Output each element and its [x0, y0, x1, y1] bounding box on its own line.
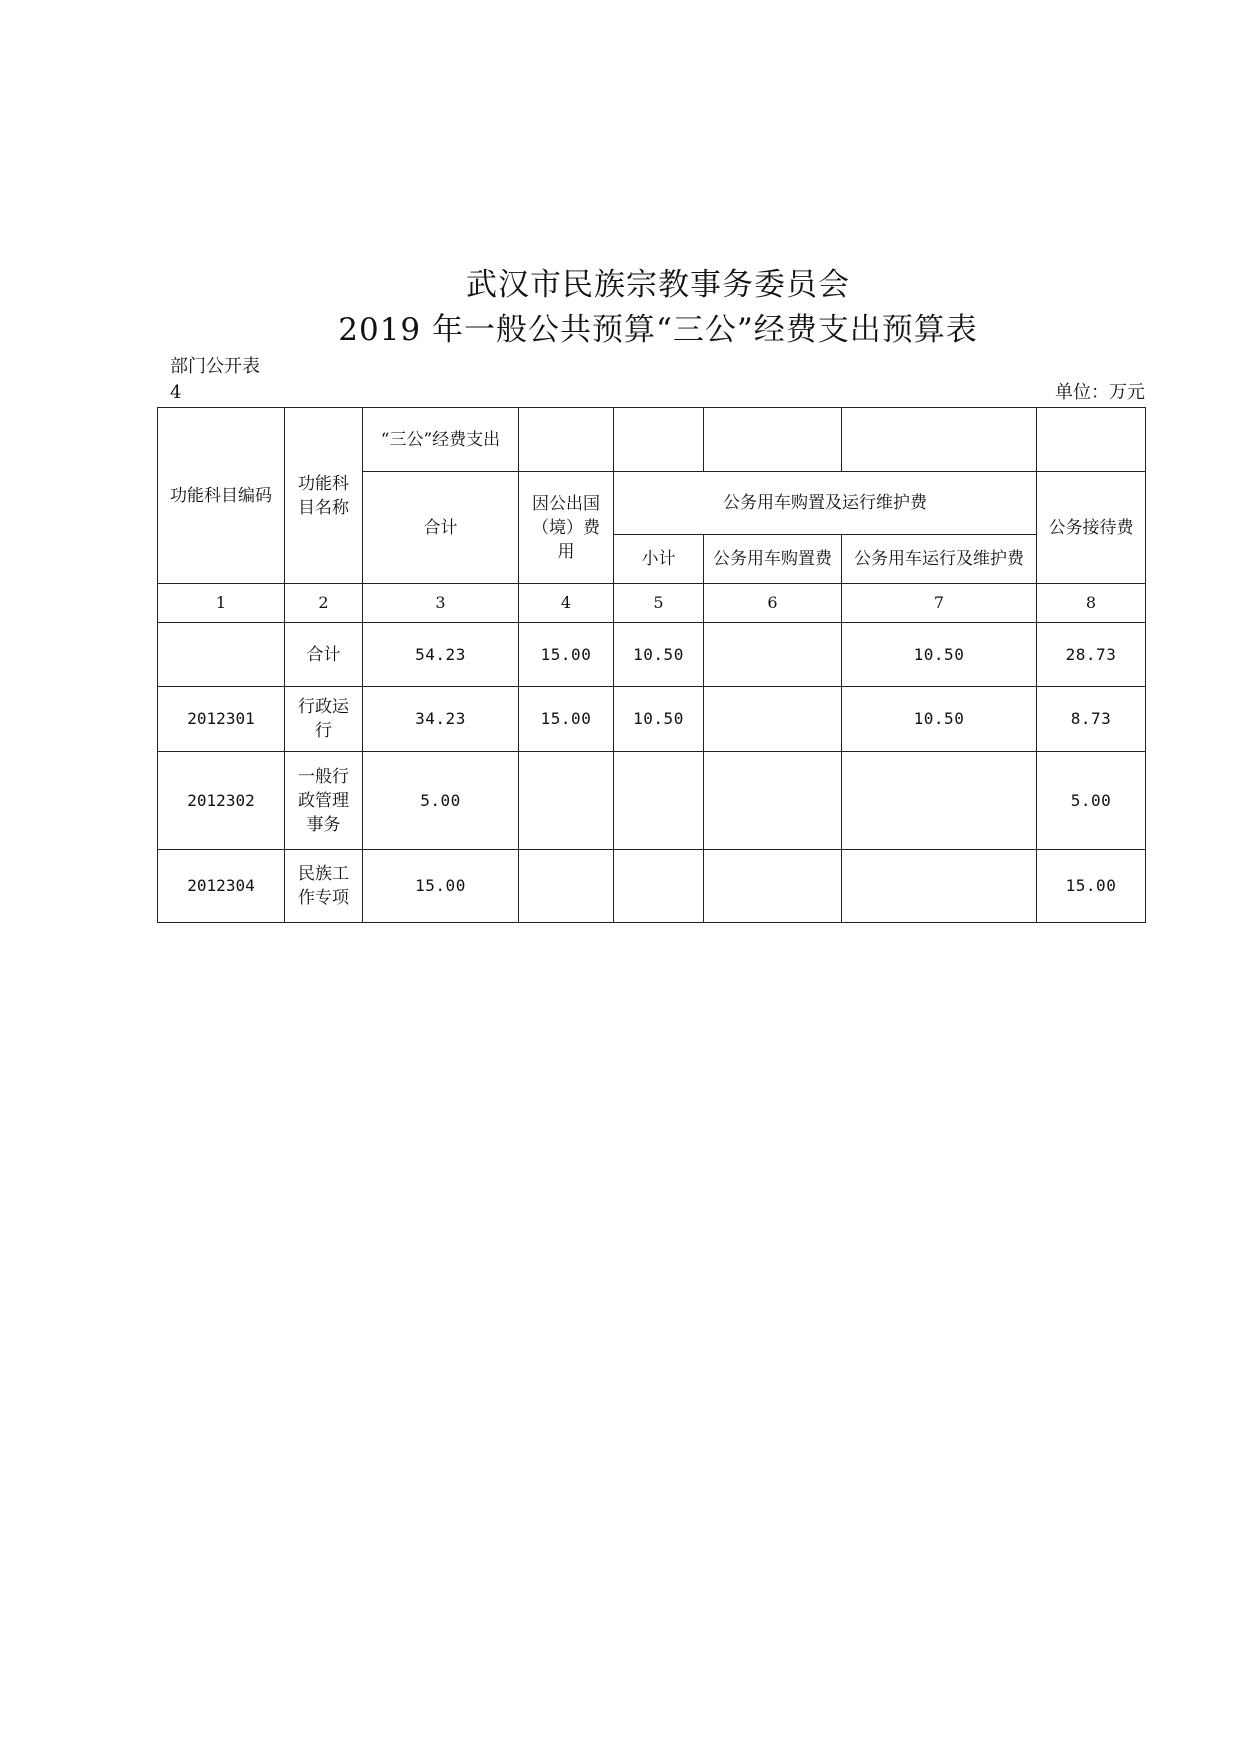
- cell-abroad: 15.00: [519, 623, 614, 687]
- table-label: 部门公开表: [170, 356, 260, 377]
- header-empty-cell: [614, 408, 704, 472]
- header-empty-cell: [519, 408, 614, 472]
- cell-purchase: [704, 752, 842, 850]
- cell-subtotal: [614, 752, 704, 850]
- document-title: 武汉市民族宗教事务委员会: [466, 267, 850, 303]
- cell-total: 15.00: [363, 850, 519, 923]
- column-number: 6: [704, 584, 842, 623]
- cell-code: [158, 623, 285, 687]
- cell-subtotal: 10.50: [614, 687, 704, 752]
- header-vehicle-purchase: 公务用车购置费: [704, 535, 842, 584]
- cell-code: 2012304: [158, 850, 285, 923]
- cell-total: 5.00: [363, 752, 519, 850]
- document-subtitle: 2019 年一般公共预算“三公”经费支出预算表: [338, 312, 978, 348]
- header-sangong: “三公”经费支出: [363, 408, 519, 472]
- header-reception: 公务接待费: [1037, 472, 1146, 584]
- column-number: 1: [158, 584, 285, 623]
- header-code: 功能科目编码: [158, 408, 285, 584]
- cell-subtotal: [614, 850, 704, 923]
- cell-subtotal: 10.50: [614, 623, 704, 687]
- header-empty-cell: [704, 408, 842, 472]
- cell-operation: 10.50: [842, 687, 1037, 752]
- cell-name: 一般行政管理事务: [285, 752, 363, 850]
- cell-name: 合计: [285, 623, 363, 687]
- cell-reception: 28.73: [1037, 623, 1146, 687]
- header-subtotal: 小计: [614, 535, 704, 584]
- header-vehicle: 公务用车购置及运行维护费: [614, 472, 1037, 535]
- cell-reception: 8.73: [1037, 687, 1146, 752]
- cell-purchase: [704, 850, 842, 923]
- cell-operation: 10.50: [842, 623, 1037, 687]
- cell-abroad: 15.00: [519, 687, 614, 752]
- column-number: 8: [1037, 584, 1146, 623]
- cell-reception: 15.00: [1037, 850, 1146, 923]
- cell-abroad: [519, 850, 614, 923]
- column-number: 5: [614, 584, 704, 623]
- unit-label: 单位：万元: [1055, 382, 1145, 403]
- header-abroad: 因公出国（境）费用: [519, 472, 614, 584]
- table-row-total: [158, 623, 1146, 687]
- column-number: 2: [285, 584, 363, 623]
- header-total: 合计: [363, 472, 519, 584]
- cell-total: 54.23: [363, 623, 519, 687]
- header-name: 功能科目名称: [285, 408, 363, 584]
- column-number: 7: [842, 584, 1037, 623]
- header-vehicle-operation: 公务用车运行及维护费: [842, 535, 1037, 584]
- cell-operation: [842, 850, 1037, 923]
- cell-name: 民族工作专项: [285, 850, 363, 923]
- table-number: 4: [170, 382, 182, 403]
- table-row: [158, 850, 1146, 923]
- cell-name: 行政运行: [285, 687, 363, 752]
- cell-reception: 5.00: [1037, 752, 1146, 850]
- header-empty-cell: [842, 408, 1037, 472]
- cell-code: 2012302: [158, 752, 285, 850]
- table-row: [158, 687, 1146, 752]
- column-number: 4: [519, 584, 614, 623]
- header-empty-cell: [1037, 408, 1146, 472]
- cell-purchase: [704, 623, 842, 687]
- column-number: 3: [363, 584, 519, 623]
- cell-code: 2012301: [158, 687, 285, 752]
- cell-total: 34.23: [363, 687, 519, 752]
- cell-abroad: [519, 752, 614, 850]
- cell-operation: [842, 752, 1037, 850]
- budget-table: [157, 407, 1146, 923]
- table-row: [158, 752, 1146, 850]
- cell-purchase: [704, 687, 842, 752]
